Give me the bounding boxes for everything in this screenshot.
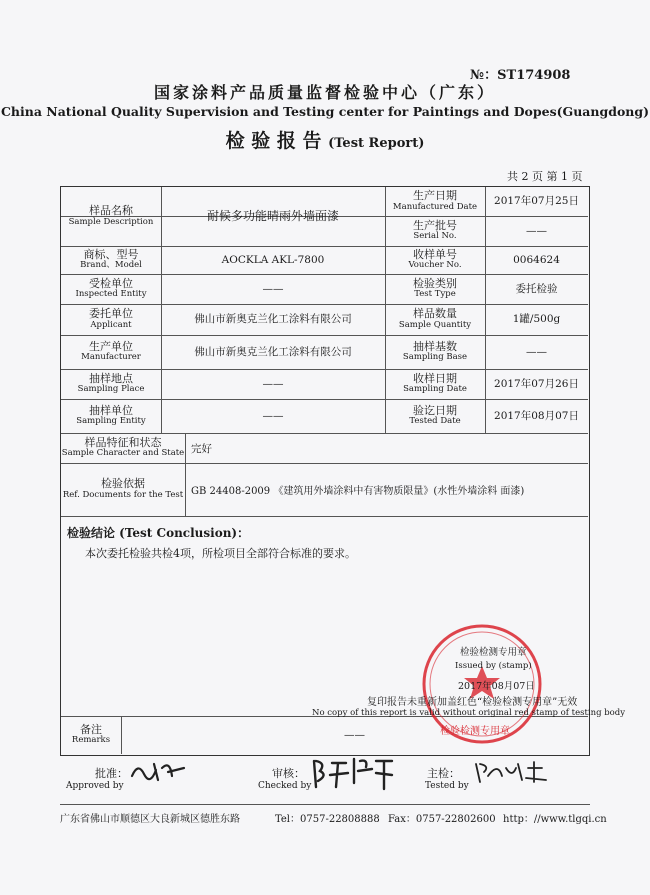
value-ref-documents: GB 24408-2009 《建筑用外墙涂料中有害物质限量》(水性外墙涂料 面漆)	[191, 486, 525, 497]
col-divider	[185, 433, 186, 516]
row-divider	[61, 516, 588, 517]
value-voucher-no: 0064624	[513, 253, 560, 266]
label-manufactured-date: 生产日期 Manufactured Date	[392, 189, 478, 212]
value-sampling-base: ——	[526, 345, 547, 358]
label-sample-character: 样品特征和状态 Sample Character and State	[61, 435, 185, 459]
value-sampling-date: 2017年07月26日	[494, 377, 579, 390]
label-tested-date: 验讫日期 Tested Date	[409, 403, 461, 427]
stamp-en: Issued by (stamp)	[455, 661, 532, 671]
value-brand-model: AOCKLA AKL-7800	[221, 253, 325, 266]
tested-signature-icon	[472, 758, 552, 786]
label-sample-description: 样品名称 Sample Description	[68, 204, 154, 227]
footer-web: http：//www.tlgqi.cn	[503, 814, 607, 825]
footer-tel: Tel：0757-22808888	[275, 814, 380, 825]
label-sampling-place: 抽样地点 Sampling Place	[77, 371, 145, 395]
label-serial-no: 生产批号 Serial No.	[413, 218, 457, 242]
value-test-type: 委托检验	[515, 282, 558, 295]
footer-divider	[60, 804, 590, 805]
label-sample-quantity: 样品数量 Sample Quantity	[398, 307, 472, 330]
footer-address: 广东省佛山市顺德区大良新城区德胜东路	[60, 814, 240, 825]
approved-label-en: Approved by	[66, 781, 124, 791]
tested-label-en: Tested by	[425, 781, 469, 791]
label-remarks: 备注 Remarks	[71, 722, 111, 746]
label-voucher-no: 收样单号 Voucher No.	[408, 247, 462, 271]
stamp-cn: 检验检测专用章	[460, 647, 527, 658]
report-number: №：ST174908	[470, 68, 571, 83]
value-serial-no: ——	[526, 224, 547, 237]
value-sampling-entity: ——	[262, 409, 284, 422]
stamp-date: 2017年08月07日	[458, 681, 535, 692]
checked-signature-icon	[310, 753, 395, 791]
approved-label-cn: 批准：	[95, 767, 128, 780]
conclusion-title: 检验结论 (Test Conclusion)：	[67, 526, 250, 540]
label-brand-model: 商标、型号 Brand、Model	[80, 247, 142, 271]
value-sample-quantity: 1罐/500g	[512, 313, 561, 326]
institution-title-cn: 国家涂料产品质量监督检验中心（广东）	[153, 83, 496, 102]
report-title-en: (Test Report)	[328, 136, 425, 151]
value-remarks: ——	[344, 728, 365, 741]
footer-fax: Fax：0757-22802600	[388, 814, 496, 825]
value-sample-description: 耐候多功能晴雨外墙面漆	[206, 208, 339, 223]
value-manufactured-date: 2017年07月25日	[494, 195, 579, 208]
label-sampling-date: 收样日期 Sampling Date	[403, 371, 467, 395]
value-tested-date: 2017年08月07日	[494, 409, 579, 422]
label-test-type: 检验类别 Test Type	[413, 276, 457, 300]
label-applicant: 委托单位 Applicant	[89, 307, 133, 330]
value-sampling-place: ——	[262, 377, 284, 390]
value-manufacturer: 佛山市新奥克兰化工涂料有限公司	[194, 345, 352, 358]
copy-notice-en: No copy of this report is valid without original red stamp of testing body	[312, 708, 626, 718]
checked-label-cn: 审核：	[272, 767, 305, 780]
value-sample-character: 完好	[191, 442, 212, 455]
stamp-bottom: 检验检测专用章	[440, 726, 510, 737]
label-sampling-base: 抽样基数 Sampling Base	[402, 339, 468, 363]
tested-label-cn: 主检：	[427, 767, 460, 780]
conclusion-text: 本次委托检验共检4项，所检项目全部符合标准的要求。	[85, 547, 356, 560]
copy-notice-cn: 复印报告未重新加盖红色“检验检测专用章”无效	[367, 697, 578, 708]
value-applicant: 佛山市新奥克兰化工涂料有限公司	[194, 313, 352, 326]
report-title-cn: 检 验 报 告	[225, 130, 322, 152]
approved-signature-icon	[128, 758, 188, 784]
label-inspected-entity: 受检单位 Inspected Entity	[75, 276, 147, 300]
checked-label-en: Checked by	[258, 781, 312, 791]
label-manufacturer: 生产单位 Manufacturer	[81, 339, 141, 363]
label-ref-documents: 检验依据 Ref. Documents for the Test	[62, 477, 184, 500]
report-title	[0, 126, 650, 153]
page-count: 共 2 页 第 1 页	[507, 170, 583, 183]
value-inspected-entity: ——	[262, 282, 284, 295]
institution-title-en: China National Quality Supervision and Testing center for Paintings and Dopes(Guangdong)	[0, 104, 650, 119]
label-sampling-entity: 抽样单位 Sampling Entity	[76, 403, 146, 427]
